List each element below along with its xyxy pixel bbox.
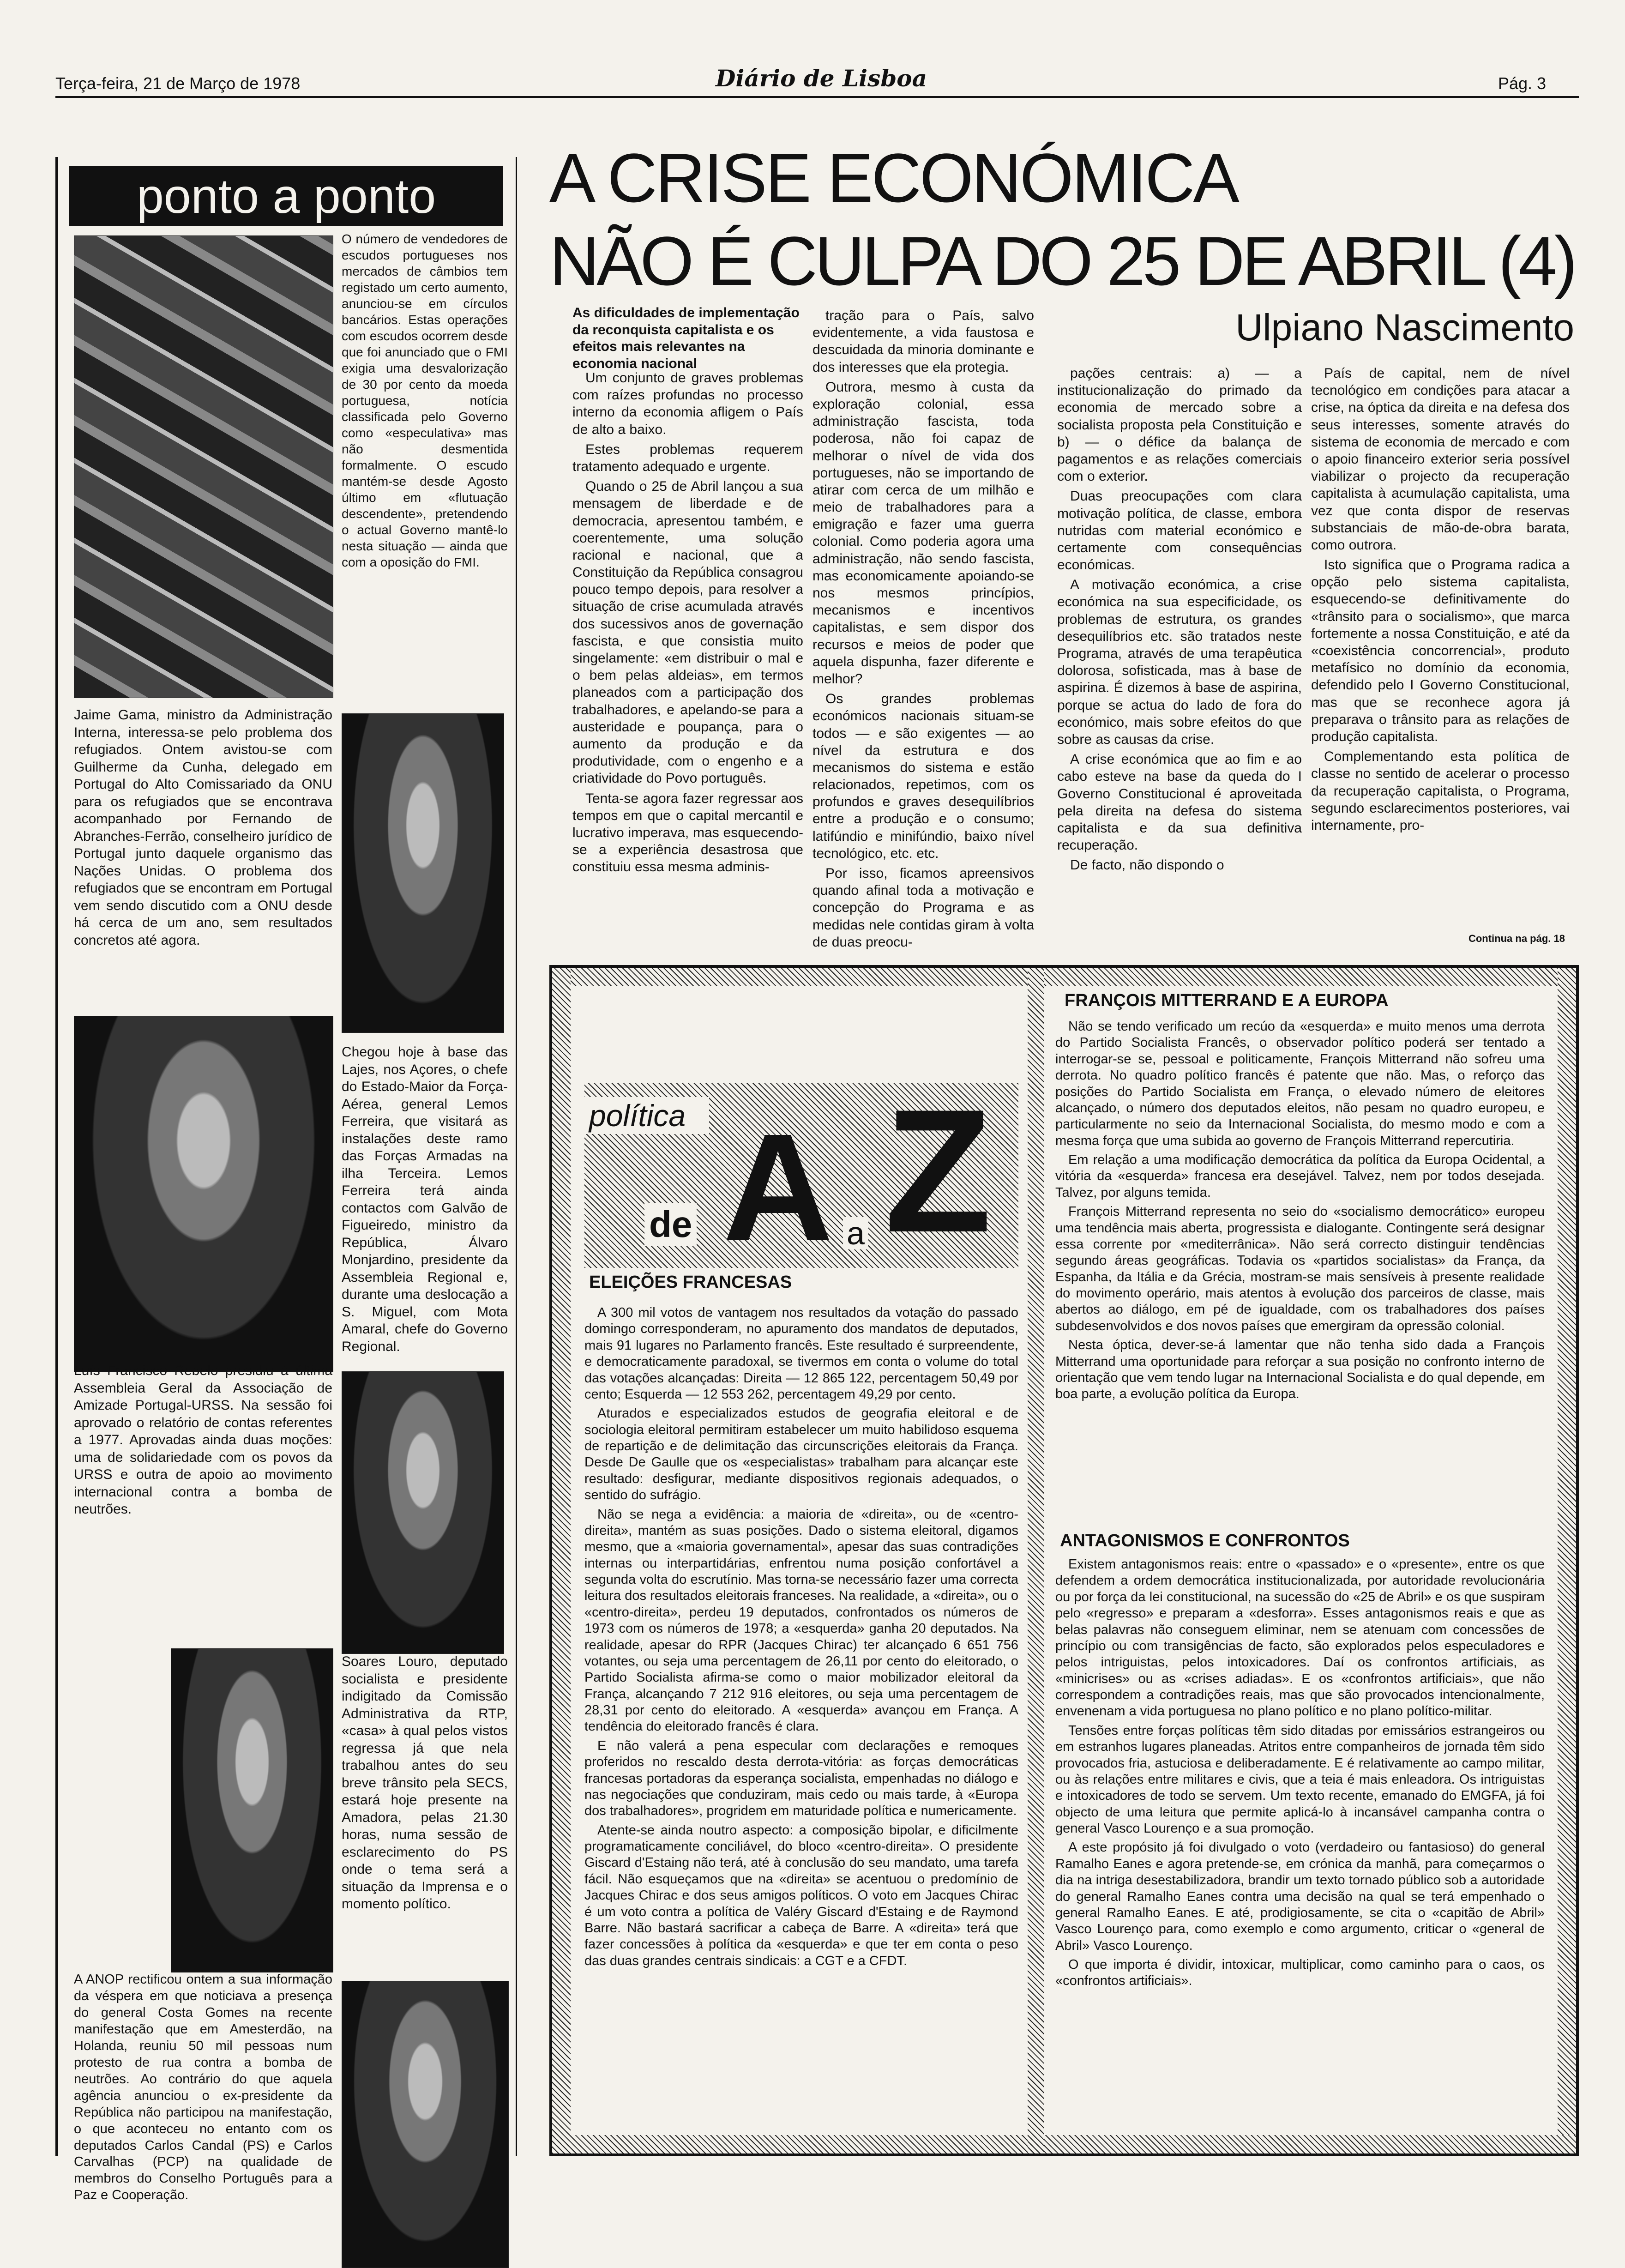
masthead-rule [55,96,1579,98]
mitterrand-p1: Não se tendo verificado um recúo da «esquerda» e muito menos uma derrota do Partido Socialista Francês, o observador político poderá ser tentado a interrogar-se se, pessoal e politicamente, François Mitterrand não sofreu uma derrota. No quadro político francês é patente que não. Mas, o reforço das posições do Partido Socialista em França, o elevado número de eleitores alcançado, o número dos deputados eleitos, não pesam no quadro europeu, e particularmente no seio da Internacional Socialista, do mesmo modo e com a mesma força que uma subida ao governo de François Mitterrand repercutiria. [1055,1019,1545,1148]
eleicoes-p5: Atente-se ainda noutro aspecto: a composição bipolar, e dificilmente programaticamente conciliável, do bloco «centro-direita». O presidente Giscard d'Estaing não terá, até à conclusão do seu mandato, uma tarefa fácil. Não esqueçamos que na «direita» se acentuou o predomínio de Jacques Chirac e dos seus amigos políticos. O voto em Jacques Chirac é um voto contra a política de Valéry Giscard d'Estaing e de Raymond Barre. Não bastará sacrificar a cabeça de Barre. A «direita» terá que fazer concessões à política da «esquerda» e que ter em conta o peso das duas grandes centrais sindicais: a CGT e a CFDT. [584,1822,1018,1968]
article-col-4-p3: Complementando esta política de classe no sentido de acelerar o processo da recuperação capitalista, o Programa, segundo esclarecimentos posteriores, vai internamente, pro- [1311,749,1570,833]
headline-line-1: A CRISE ECONÓMICA [549,139,1238,217]
box-border-right [1558,968,1576,2153]
photo-coins [74,235,333,698]
logo-a: a [843,1217,868,1249]
masthead-date: Terça-feira, 21 de Março de 1978 [55,74,301,93]
article-col-3-p1: pações centrais: a) — a institucionalização do primado da economia de mercado sobre a socialista proposta pela Constituição e b) — o défice da balança de pagamentos e as relações comerciais com o exterior. [1057,366,1302,484]
article-col-4-p1: País de capital, nem de nível tecnológico em condições para atacar a crise, na óptica da direita e na defesa dos seus interesses, somente através do sistema de economia de mercado e com o apoio financeiro exterior seria possível viabilizar o projecto da recuperação capitalista à acumulação capitalista, uma vez que conta dispor de reservas substanciais de mão-de-obra barata, como outrora. [1311,366,1570,553]
sidebar-item-1: O número de vendedores de escudos portugueses nos mercados de câmbios tem registado um certo aumento, anunciou-se em círculos bancários. Estas operações com escudos ocorrem desde que foi anunciado que o FMI exigia uma desvalorização de 30 por cento da moeda portuguesa, notícia classificada pelo Governo como «especulativa» mas não desmentida formalmente. O escudo mantém-se desde Agosto último em «flutuação descendente», pretendendo o actual Governo mantê-lo nesta situação — ainda que com a oposição do FMI. [342,232,508,569]
politica-box [549,965,1579,2156]
mitterrand-p4: Nesta óptica, dever-se-á lamentar que não tenha sido dada a François Mitterrand uma oportunidade para reforçar a sua posição no confronto interno de orientação que vem tendo lugar na Internacional Socialista e do qual depende, em boa parte, a evolução política da Europa. [1055,1338,1545,1402]
article-col-1-p1: Um conjunto de graves problemas com raízes profundas no processo interno da economia afligem o País de alto a baixo. [572,370,803,437]
box-border-top [552,968,1576,986]
sidebar-heading: ponto a ponto [69,166,503,226]
article-col-3-p4: A crise económica que ao fim e ao cabo esteve na base da queda do I Governo Constitucional é aproveitada pela direita na defesa do sistema capitalista e da sua definitiva recuperação. [1057,752,1302,853]
box-divider [1028,968,1044,2153]
antagonismos-p1: Existem antagonismos reais: entre o «passado» e o «presente», entre os que defendem a ordem democrática institucionalizada, por autoridade revolucionária ou por força da lei constitucional, na sucessão do «25 de Abril» e os que suspiram pelo «regresso» e preparam a «desforra». Esses antagonismos reais e que as belas palavras não conseguem eliminar, nem se atenuam com concessões de princípio ou com transigências de facto, são explorados pelos especuladores e pelos intriguistas, pelos intoxicadores. Daí os confrontos artificiais, as «minicrises» ou as «crises adiadas». E os «confrontos artificiais», que não correspondem a contradições reais, mas que são provocados intencionalmente, envenenam a vida portuguesa no plano político e no plano político-militar. [1055,1557,1545,1719]
box-border-bottom [552,2135,1576,2153]
article-col-2-p2: Outrora, mesmo à custa da exploração colonial, essa administração fascista, toda poderosa, não foi capaz de melhorar o nível de vida dos portugueses, não se importando de atirar com cerca de um milhão e meio de trabalhadores para a emigração e fazer uma guerra colonial. Como poderia agora uma administração, não sendo fascista, mas economicamente apoiando-se nos mesmos princípios, mecanismos e incentivos capitalistas, e sem dispor dos recursos e meios de poder que aquela dispunha, fazer diferente e melhor? [812,379,1034,687]
antagonismos-body [1055,1556,1545,1992]
article-col-3 [1057,365,1302,876]
sidebar-ponto-a-ponto [55,157,517,2203]
antagonismos-p3: A este propósito já foi divulgado o voto (verdadeiro ou fantasioso) do general Ramalho Eanes e agora pretende-se, em crónica da manhã, para começarmos o dia na intriga desestabilizadora, brandir um texto tornado público sob a autoridade do general Ramalho Eanes contra uma decisão na qual se terá empenhado o general Ramalho Eanes. E até, prodigiosamente, se cita o «capitão de Abril» Vasco Lourenço para, como exemplo e como argumento, criticar o «general de Abril» Vasco Lourenço. [1055,1840,1545,1953]
article-col-1 [572,369,803,878]
sidebar-item-2: Jaime Gama, ministro da Administração Interna, interessa-se pelo problema dos refugiados. Ontem avistou-se com Guilherme da Cunha, delegado em Portugal do Alto Comissariado da ONU para os refugiados que se encontrava acompanhado por Fernando de Abranches-Ferrão, conselheiro jurídico de Portugal junto daquele organismo das Nações Unidas. O problema dos refugiados que se encontram em Portugal vem sendo discutido com a ONU desde há cerca de um ano, sem resultados concretos até agora. [74,707,332,948]
photo-luis-francisco-rebelo [342,1371,504,1654]
photo-costa-gomes [342,1981,509,2268]
headline-line-2: NÃO É CULPA DO 25 DE ABRIL (4) [549,222,1575,300]
antagonismos-p2: Tensões entre forças políticas têm sido ditadas por emissários estrangeiros ou em estranhos lugares planeadas. Atritos entre companheiros de jornada têm sido provocados fria, astuciosa e deliberadamente. E é relativamente ao campo militar, ou às relações entre militares e civis, que a teia é mais enleadora. Os intriguistas e intoxicadores de todo se servem. Um texto recente, emanado do EMGFA, já foi objecto de uma leitura que permite aplicá-lo à incansável campanha contra o general Vasco Lourenço e a sua promoção. [1055,1723,1545,1836]
article-lead: As dificuldades de implementação da reconquista capitalista e os efeitos mais relevantes na economia nacional [572,305,800,371]
eleicoes-p3: Não se nega a evidência: a maioria de «direita», ou de «centro-direita», mantém as suas posições. Dado o sistema eleitoral, digamos mesmo, que a «maioria governamental», apesar das suas contradições internas ou interpartidárias, enfrentou numa posição confortável a segunda volta do escrutínio. Mas torna-se necessário fazer uma correcta leitura dos resultados eleitorais franceses. Na realidade, a «direita», ou o «centro-direita», perdeu 19 deputados, confrontados os números de 1973 com os números de 1978; a «esquerda» ganha 20 deputados. Na realidade, apesar do RPR (Jacques Chirac) ter alcançado 6 651 756 votantes, ou seja uma percentagem de 26,11 por cento do eleitorado, o Partido Socialista afirma-se como o maior mobilizador eleitoral da França, alcançando 7 212 916 eleitores, ou seja uma percentagem de 28,31 por cento do eleitorado. A «esquerda» avançou em França. A tendência do eleitorado francês é clara. [584,1507,1018,1734]
mitterrand-heading: FRANÇOIS MITTERRAND E A EUROPA [1065,991,1389,1010]
eleicoes-p2: Aturados e especializados estudos de geografia eleitoral e de sociologia eleitoral permitiram estabelecer um muito habilidoso esquema de repartição e de delimitação das circunscrições eleitorais da França. Desde De Gaulle que os «especialistas» trabalham para alcançar este resultado: desfigurar, mediante dispositivos regionais adequados, o sentido do sufrágio. [584,1406,1018,1503]
article-col-2 [812,307,1034,953]
article-col-3-p3: A motivação económica, a crise económica na sua especificidade, os problemas de estrutura, os grandes desequilíbrios etc. são tratados neste Programa, através de uma terapêutica dolorosa, sofisticada, mas à base de aspirina. É dizemos à base de aspirina, porque se actua do lado de fora do económico, mais sobre efeitos do que sobre as causas da crise. [1057,577,1302,747]
eleicoes-heading: ELEIÇÕES FRANCESAS [589,1273,792,1292]
logo-Z: Z [885,1073,992,1269]
antagonismos-heading: ANTAGONISMOS E CONFRONTOS [1060,1531,1350,1550]
mitterrand-p2: Em relação a uma modificação democrática da política da Europa Ocidental, a vitória da «esquerda» francesa era desejável. Talvez, nem por todos desejada. Talvez, por alguns temida. [1055,1152,1545,1200]
logo-word: política [584,1097,709,1134]
logo-de: de [644,1203,697,1246]
sidebar-item-3: Chegou hoje à base das Lajes, nos Açores, o chefe do Estado-Maior da Força-Aérea, general Lemos Ferreira, que visitará as instalações deste ramo das Forças Armadas na ilha Terceira. Lemos Ferreira terá ainda contactos com Galvão de Figueiredo, ministro da República, Álvaro Monjardino, presidente da Assembleia Regional e, durante uma deslocação a S. Miguel, com Mota Amaral, chefe do Governo Regional. [342,1044,508,1354]
eleicoes-p1: A 300 mil votos de vantagem nos resultados da votação do passado domingo corresponderam, no apuramento dos mandatos de deputados, mais 91 lugares no Parlamento francês. Este resultado é surpreendente, e democraticamente paradoxal, se tivermos em conta o volume do total das votações alcançadas: Direita — 12 865 122, percentagem 50,49 por cento; Esquerda — 12 553 262, percentagem 49,29 por cento. [584,1305,1018,1402]
sidebar-item-4: Luís Francisco Rebelo presidiu à última Assembleia Geral da Associação de Amizade Portugal-URSS. Na sessão foi aprovado o relatório de contas referentes a 1977. Aprovadas ainda duas moções: uma de solidariedade com os povos da URSS e outra de apoio ao movimento internacional contra a bomba de neutrões. [74,1363,332,1517]
eleicoes-p4: E não valerá a pena especular com declarações e remoques proferidos no rescaldo desta derrota-vitória: as forças democráticas francesas portadoras da esperança socialista, empenhadas no diálogo e nas negociações que conduziram, mais cedo ou mais tarde, à «Europa dos trabalhadores», progridem em maturidade política e numericamente. [584,1738,1018,1819]
mitterrand-p3: François Mitterrand representa no seio do «socialismo democrático» europeu uma tendência mais aberta, progressista e dialogante. Contingente será designar essa corrente por «mediterrânica». Não será correcto distinguir tendências segundo áreas geográficas. Todavia os «partidos socialistas» da França, da Espanha, da Itália e da Grécia, mostram-se mais sensíveis à presente realidade do movimento operário, mais atentos à evolução dos parceiros de classe, mais abertos ao diálogo, em pé de igualdade, com os trabalhadores dos países subdesenvolvidos e dos novos países que emergiram da opressão colonial. [1055,1204,1545,1333]
continued-note: Continua na pág. 18 [1468,933,1565,944]
masthead [0,0,1625,102]
article-col-3-p2: Duas preocupações com clara motivação política, de classe, embora nutridas com material económico e certamente com consequências económicas. [1057,489,1302,573]
article-col-2-p4: Por isso, ficamos apreensivos quando afinal toda a motivação e concepção do Programa e as medidas nele contidas giram à volta de duas preocu- [812,866,1034,950]
masthead-title: Diário de Lisboa [716,65,927,92]
sidebar-item-5: Soares Louro, deputado socialista e presidente indigitado da Comissão Administrativa da RTP, «casa» à qual pelos vistos regressa já que nela trabalhou antes do seu breve trânsito pela SECS, estará hoje presente na Amadora, pelas 21.30 horas, numa sessão de esclarecimento do PS onde o tema será a situação da Imprensa e o momento político. [342,1654,508,1912]
politica-logo [584,1073,1018,1272]
article-col-1-p4: Tenta-se agora fazer regressar aos tempos em que o capital mercantil e lucrativo imperava, mas esquecendo-se a experiência desastrosa que constituiu essa mesma adminis- [572,790,803,875]
article-col-1-p3: Quando o 25 de Abril lançou a sua mensagem de liberdade e de democracia, apresentou também, e coerentemente, uma solução racional e nacional, que a Constituição da República consagrou pouco tempo depois, para resolver a situação de crise acumulada através dos sucessivos anos de governação fascista, e que consistia muito singelamente: «em distribuir o mal e o bem pelas aldeias», em termos planeados com a participação dos trabalhadores, e apelando-se para a austeridade e poupança, para o aumento da produção e da produtividade, com o engenho e a criatividade do Povo português. [572,479,803,786]
photo-jaime-gama [342,713,504,1033]
eleicoes-body [584,1305,1018,1972]
logo-A: A [723,1102,833,1272]
article-col-2-p1: tração para o País, salvo evidentemente, a vida faustosa e descuidada da minoria dominante e dos interesses que ela protegia. [812,308,1034,375]
photo-soares-louro [171,1648,333,1972]
article-col-1-p2: Estes problemas requerem tratamento adequado e urgente. [572,441,803,474]
masthead-page: Pág. 3 [1498,74,1547,93]
article-col-4-p2: Isto significa que o Programa radica a opção pelo sistema capitalista, esquecendo-se definitivamente do «trânsito para o socialismo», que marca fortemente a nossa Constituição, e até da «coexistência concorrencial», produto metafísico no domínio da economia, defendido pelo I Governo Constitucional, mas que se reconhece agora já preparava o trânsito para as relações de produção capitalista. [1311,557,1570,744]
main-article [549,139,1579,950]
sidebar-item-6: A ANOP rectificou ontem a sua informação da véspera em que noticiava a presença do general Costa Gomes na recente manifestação que em Amesterdão, na Holanda, reuniu 50 mil pessoas num protesto de rua contra a bomba de neutrões. Ao contrário do que aquela agência anunciou o ex-presidente da República não participou na manifestação, o que aconteceu no entanto com os deputados Carlos Candal (PS) e Carlos Carvalhas (PCP) na qualidade de membros do Conselho Português para a Paz e Cooperação. [74,1972,332,2203]
photo-lemos-ferreira [74,1016,333,1372]
article-col-4 [1311,365,1570,837]
byline: Ulpiano Nascimento [1235,307,1574,349]
box-border-left [552,968,571,2153]
mitterrand-body [1055,1019,1545,1405]
antagonismos-p4: O que importa é dividir, intoxicar, multiplicar, como caminho para o caos, os «confrontos artificiais». [1055,1957,1545,1989]
article-col-3-p5: De facto, não dispondo o [1070,857,1224,873]
article-col-2-p3: Os grandes problemas económicos nacionais situam-se todos — e são exigentes — ao nível da estrutura e dos mecanismos do sistema e estão relacionados, repetimos, com os profundos e graves desequilíbrios entre a produção e o consumo; latifúndio e minifúndio, baixo nível tecnológico, etc. etc. [812,691,1034,861]
